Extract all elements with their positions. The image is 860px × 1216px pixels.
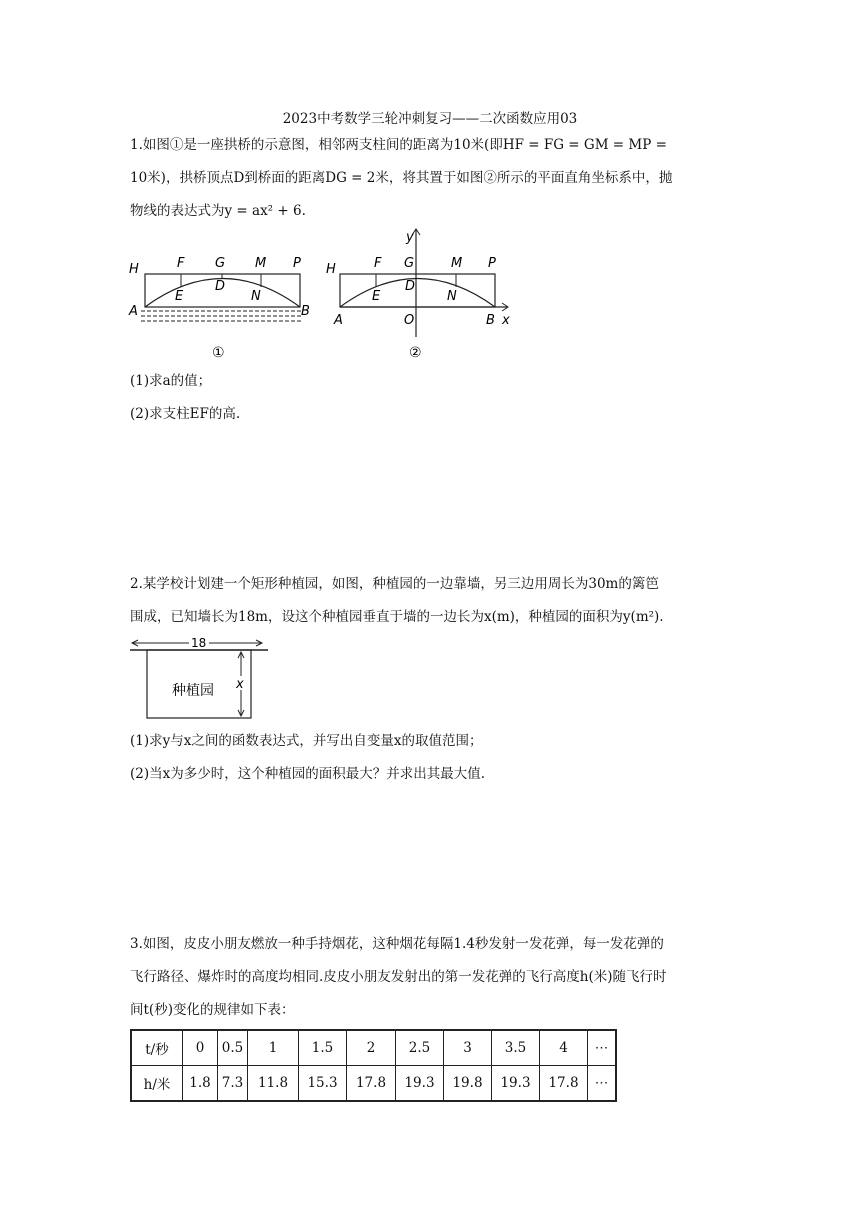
label-M: M — [451, 256, 463, 271]
q2-sub2: (2)当x为多少时，这个种植园的面积最大？并求出其最大值. — [130, 766, 486, 782]
bridge-figure-2 — [320, 227, 520, 365]
label-P: P — [488, 256, 496, 271]
q2-text-line2: 围成，已知墙长为18m，设这个种植园垂直于墙的一边长为x(m)，种植园的面积为y(m²). — [130, 609, 664, 625]
label-M: M — [255, 256, 267, 271]
q1-text-line2: 10米)，拱桥顶点D到桥面的距离DG = 2米，将其置于如图②所示的平面直角坐标系中，抛 — [130, 170, 673, 186]
table-cell: 0.5 — [218, 1030, 248, 1066]
table-cell: t/秒 — [131, 1030, 183, 1066]
table-cell: 7.3 — [218, 1066, 248, 1102]
table-cell: 1 — [248, 1030, 299, 1066]
table-cell: 2.5 — [396, 1030, 444, 1066]
label-E: E — [372, 289, 381, 304]
label-P: P — [293, 256, 301, 271]
label-H: H — [326, 262, 336, 277]
label-G: G — [404, 256, 415, 271]
wall-length-label: 18 — [191, 636, 207, 650]
flight-data-table — [130, 1029, 617, 1102]
label-G: G — [215, 256, 226, 271]
label-N: N — [447, 289, 457, 304]
table-cell: 1.5 — [299, 1030, 347, 1066]
table-cell: h/米 — [131, 1066, 183, 1102]
side-x-label: x — [236, 677, 244, 692]
label-N: N — [251, 289, 261, 304]
q1-text-line1: 1.如图①是一座拱桥的示意图，相邻两支柱间的距离为10米(即HF = FG = GM = MP = — [130, 137, 667, 153]
q2-text-line1: 2.某学校计划建一个矩形种植园，如图，种植园的一边靠墙，另三边用周长为30m的篱笆 — [130, 576, 659, 592]
garden-label: 种植园 — [172, 683, 214, 699]
label-O: O — [404, 313, 415, 328]
q1-sub1: (1)求a的值； — [130, 373, 212, 389]
label-D: D — [405, 279, 416, 294]
table-cell: ⋯ — [588, 1030, 617, 1066]
table-cell: ⋯ — [588, 1066, 617, 1102]
table-row — [131, 1066, 616, 1102]
table-cell: 17.8 — [540, 1066, 588, 1102]
table-cell: 19.8 — [444, 1066, 492, 1102]
garden-figure — [128, 632, 273, 724]
table-cell: 17.8 — [347, 1066, 396, 1102]
page-title: 2023中考数学三轮冲刺复习——二次函数应用03 — [282, 111, 578, 127]
label-H: H — [129, 262, 139, 277]
table-cell: 19.3 — [492, 1066, 540, 1102]
figure-caption-1: ① — [212, 345, 225, 361]
figure-caption-2: ② — [409, 345, 422, 361]
label-B: B — [301, 304, 310, 319]
label-F: F — [177, 256, 185, 271]
table-cell: 2 — [347, 1030, 396, 1066]
table-cell: 1.8 — [183, 1066, 218, 1102]
bridge-figure-1 — [125, 240, 315, 365]
label-A: A — [129, 304, 138, 319]
table-cell: 0 — [183, 1030, 218, 1066]
table-cell: 3.5 — [492, 1030, 540, 1066]
q3-text-line1: 3.如图，皮皮小朋友燃放一种手持烟花，这种烟花每隔1.4秒发射一发花弹，每一发花弹的 — [130, 936, 664, 952]
q3-text-line3: 间t(秒)变化的规律如下表： — [130, 1002, 295, 1018]
table-cell: 11.8 — [248, 1066, 299, 1102]
table-cell: 3 — [444, 1030, 492, 1066]
label-F: F — [374, 256, 382, 271]
q2-sub1: (1)求y与x之间的函数表达式，并写出自变量x的取值范围； — [130, 733, 483, 749]
q3-text-line2: 飞行路径、爆炸时的高度均相同.皮皮小朋友发射出的第一发花弹的飞行高度h(米)随飞行时 — [130, 969, 667, 985]
label-D: D — [215, 279, 226, 294]
table-cell: 4 — [540, 1030, 588, 1066]
table-cell: 19.3 — [396, 1066, 444, 1102]
label-x: x — [502, 313, 510, 328]
label-A: A — [334, 313, 343, 328]
label-E: E — [175, 289, 184, 304]
label-B: B — [486, 313, 495, 328]
q1-text-line3: 物线的表达式为y = ax² + 6. — [130, 203, 306, 219]
label-y: y — [406, 230, 414, 245]
q1-sub2: (2)求支柱EF的高. — [130, 406, 241, 422]
table-cell: 15.3 — [299, 1066, 347, 1102]
table-row — [131, 1030, 616, 1066]
